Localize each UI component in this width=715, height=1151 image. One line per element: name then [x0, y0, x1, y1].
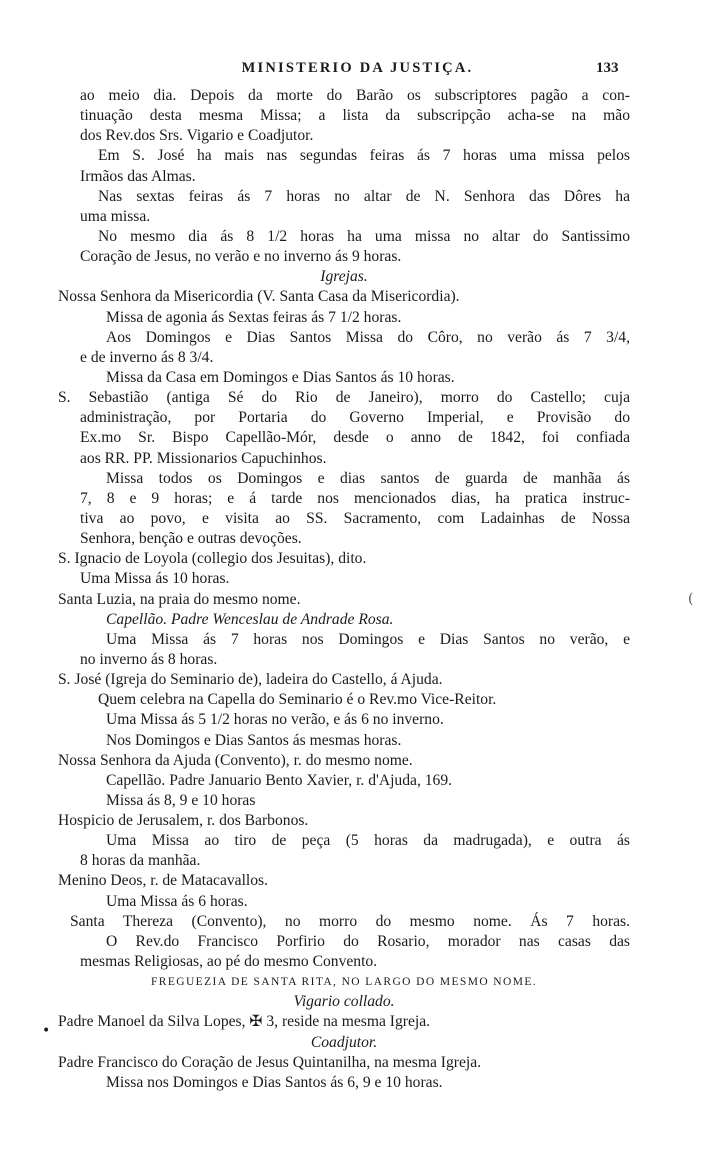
text-line: Santa Thereza (Convento), no morro do mesmo nome. Ás 7 horas. — [70, 912, 630, 930]
text-line: Missa ás 8, 9 e 10 horas — [106, 791, 256, 809]
text-line: Nossa Senhora da Ajuda (Convento), r. do mesmo nome. — [58, 751, 413, 769]
text-line: Irmãos das Almas. — [80, 167, 196, 185]
section-heading: Igrejas. — [320, 268, 368, 286]
text-line: aos RR. PP. Missionarios Capuchinhos. — [80, 449, 327, 467]
text-line: e de inverno ás 8 3/4. — [80, 348, 214, 366]
text-line: S. Ignacio de Loyola (collegio dos Jesuitas), dito. — [58, 550, 367, 568]
text-line: no inverno ás 8 horas. — [80, 650, 218, 668]
text-line: Nossa Senhora da Misericordia (V. Santa Casa da Misericordia). — [58, 288, 460, 306]
subheading: Vigario collado. — [293, 993, 395, 1011]
parish-heading: FREGUEZIA DE SANTA RITA, NO LARGO DO MESMO NOME. — [150, 976, 538, 989]
text-line: Senhora, benção e outras devoções. — [80, 530, 302, 548]
text-line: Em S. José ha mais nas segundas feiras ás 7 horas uma missa pelos — [98, 147, 630, 165]
text-line: 7, 8 e 9 horas; e á tarde nos mencionados dias, ha pratica instruc- — [80, 489, 630, 507]
text-line: Uma Missa ás 5 1/2 horas no verão, e ás 6 no inverno. — [106, 711, 444, 729]
running-header — [0, 60, 715, 82]
text-line: O Rev.do Francisco Porfirio do Rosario, morador nas casas das — [106, 932, 630, 950]
text-line: uma missa. — [80, 207, 151, 225]
text-line: Uma Missa ás 6 horas. — [106, 892, 248, 910]
text-line: No mesmo dia ás 8 1/2 horas ha uma missa no altar do Santissimo — [98, 227, 630, 245]
text-line: Menino Deos, r. de Matacavallos. — [58, 872, 269, 890]
text-line: S. Sebastião (antiga Sé do Rio de Janeiro), morro do Castello; cuja — [58, 389, 630, 407]
text-line: S. José (Igreja do Seminario de), ladeira do Castello, á Ajuda. — [58, 671, 443, 689]
text-line: tinuação desta mesma Missa; a lista da subscripção acha-se na mão — [80, 107, 630, 125]
text-line: Ex.mo Sr. Bispo Capellão-Mór, desde o anno de 1842, foi confiada — [80, 429, 630, 447]
text-line: tiva ao povo, e visita ao SS. Sacramento, com Ladainhas de Nossa — [80, 509, 630, 527]
text-line: Nas sextas feiras ás 7 horas no altar de N. Senhora das Dôres ha — [98, 187, 630, 205]
text-line: Missa da Casa em Domingos e Dias Santos ás 10 horas. — [106, 368, 455, 386]
text-line: Capellão. Padre Wenceslau de Andrade Rosa. — [106, 610, 394, 628]
header-title: MINISTERIO DA JUSTIÇA. — [241, 60, 474, 76]
margin-bullet: • — [42, 1023, 51, 1039]
text-line: Uma Missa ao tiro de peça (5 horas da madrugada), e outra ás — [106, 832, 630, 850]
text-line: Quem celebra na Capella do Seminario é o Rev.mo Vice-Reitor. — [98, 691, 497, 709]
margin-mark: ( — [688, 591, 694, 607]
text-line: dos Rev.dos Srs. Vigario e Coadjutor. — [80, 127, 314, 145]
text-line: mesmas Religiosas, ao pé do mesmo Convento. — [80, 953, 378, 971]
text-line: Missa de agonia ás Sextas feiras ás 7 1/2 horas. — [106, 308, 402, 326]
text-line: Missa todos os Domingos e dias santos de guarda de manhãa ás — [106, 469, 630, 487]
text-line: Padre Francisco do Coração de Jesus Quintanilha, na mesma Igreja. — [58, 1053, 482, 1071]
text-line: Uma Missa ás 10 horas. — [80, 570, 230, 588]
text-line: Capellão. Padre Januario Bento Xavier, r. d'Ajuda, 169. — [106, 771, 453, 789]
text-line: Aos Domingos e Dias Santos Missa do Côro, no verão ás 7 3/4, — [106, 328, 630, 346]
text-line: 8 horas da manhãa. — [80, 852, 201, 870]
page-number: 133 — [596, 60, 619, 76]
text-line: Uma Missa ás 7 horas nos Domingos e Dias Santos no verão, e — [106, 630, 630, 648]
subheading: Coadjutor. — [310, 1033, 378, 1051]
text-line: Padre Manoel da Silva Lopes, ✠ 3, reside na mesma Igreja. — [58, 1013, 431, 1031]
text-line: Santa Luzia, na praia do mesmo nome. — [58, 590, 301, 608]
page-body — [58, 86, 630, 1093]
text-line: Nos Domingos e Dias Santos ás mesmas horas. — [106, 731, 402, 749]
text-line: Coração de Jesus, no verão e no inverno ás 9 horas. — [80, 248, 402, 266]
text-line: administração, por Portaria do Governo Imperial, e Provisão do — [80, 409, 630, 427]
text-line: ao meio dia. Depois da morte do Barão os subscriptores pagão a con- — [80, 87, 630, 104]
text-line: Hospicio de Jerusalem, r. dos Barbonos. — [58, 812, 309, 830]
text-line: Missa nos Domingos e Dias Santos ás 6, 9 e 10 horas. — [106, 1073, 443, 1091]
